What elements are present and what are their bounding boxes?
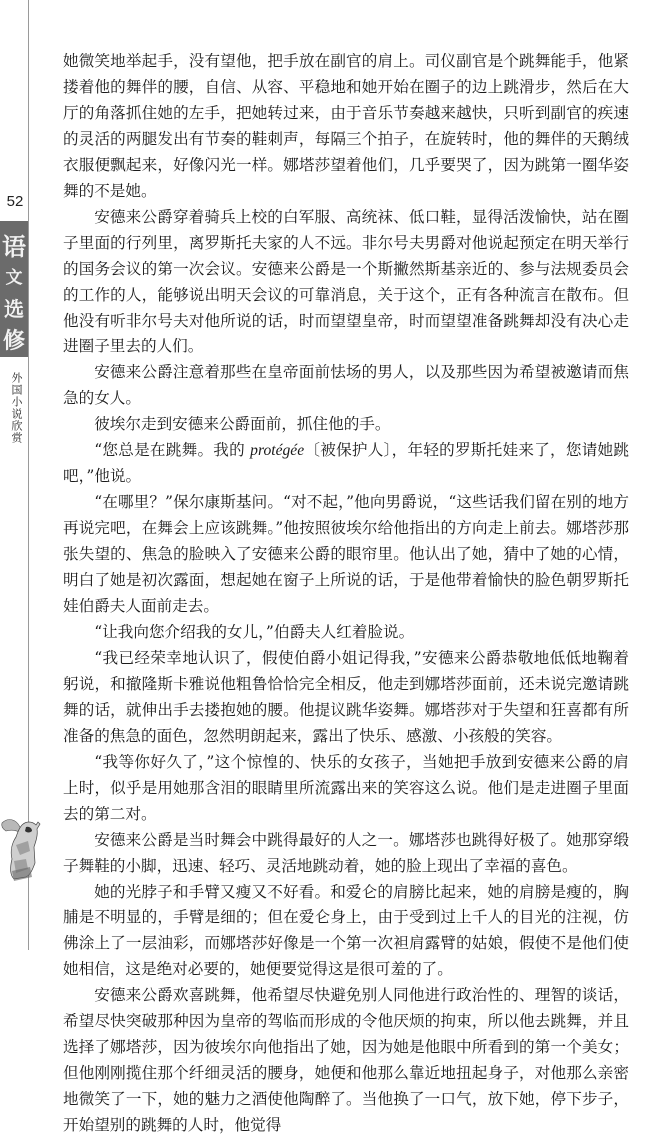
paragraph: 安德来公爵注意着那些在皇帝面前怯场的男人，以及那些因为希望被邀请而焦急的女人。 (63, 363, 629, 408)
page-margin-line (28, 0, 29, 950)
tab-char-xuan: 选 (4, 297, 24, 321)
paragraph: 安德来公爵穿着骑兵上校的白军服、高统袜、低口鞋，显得活泼愉快，站在圈子里面的行列里，离罗斯托夫家的人不远。非尔号夫男爵对他说起预定在明天举行的国务会议的第一次会议。安德来公爵是一个斯撇然斯基亲近的、参与法规委员会的工作的人，能够说出明天会议的可靠消息，关于这个，正有各种流言在散布。但他没有听非尔号夫对他所说的话，时而望望皇帝，时而望望准备跳舞却没有决心走进圈子里去的人们。 (63, 207, 629, 356)
text-run: 〔被保护人〕，年轻的罗斯托娃来了，您请她跳吧，”他说。 (63, 441, 629, 486)
paragraph: 她微笑地举起手，没有望他，把手放在副官的肩上。司仪副官是个跳舞能手，他紧搂着他的舞伴的腰，自信、从容、平稳地和她开始在圈子的边上跳滑步，然后在大厅的角落抓住她的左手，把她转过来，由于音乐节奏越来越快，只听到副官的疾速的灵活的两腿发出有节奏的鞋刺声，每隔三个拍子，在旋转时，他的舞伴的天鹅绒衣服便飘起来，好像闪光一样。娜塔莎望着他们，几乎要哭了，因为跳第一圈华姿舞的不是她。 (63, 52, 629, 200)
tab-char-wen: 文 (5, 268, 23, 288)
paragraph: “让我向您介绍我的女儿，”伯爵夫人红着脸说。 (94, 622, 415, 641)
series-title: 外国小说欣赏 (10, 372, 23, 444)
paragraph (63, 438, 629, 490)
paragraph: “在哪里？”保尔康斯基问。“对不起，”他向男爵说，“这些话我们留在别的地方再说完吧，在舞会上应该跳舞。”他按照彼埃尔给他指出的方向走上前去。娜塔莎那张失望的、焦急的脸映入了安德来公爵的眼帘里。他认出了她，猜中了她的心情，明白了她是初次露面，想起她在窗子上所说的话，于是他带着愉快的脸色朝罗斯托娃伯爵夫人面前走去。 (63, 493, 629, 616)
paragraph: “我等你好久了，”这个惊惶的、快乐的女孩子，当她把手放到安德来公爵的肩上时，似乎是用她那含泪的眼睛里所流露出来的笑容这么说。他们是走进圈子里面去的第二对。 (63, 752, 629, 823)
body-text (63, 49, 629, 1139)
paragraph: 安德来公爵是当时舞会中跳得最好的人之一。娜塔莎也跳得好极了。她那穿缎子舞鞋的小脚，迅速、轻巧、灵活地跳动着，她的脸上现出了幸福的喜色。 (63, 830, 629, 875)
angel-statue-icon (0, 815, 42, 885)
paragraph: 安德来公爵欢喜跳舞，他希望尽快避免别人同他进行政治性的、理智的谈话，希望尽快突破那种因为皇帝的驾临而形成的令他厌烦的拘束，所以他去跳舞，并且选择了娜塔莎，因为彼埃尔向他指出了她，因为她是他眼中所看到的第一个美女；但他刚刚揽住那个纤细灵活的腰身，她便和他那么靠近地扭起身子，对他那么亲密地微笑了一下，她的魅力之酒使他陶醉了。当他换了一口气，放下她，停下步子，开始望别的跳舞的人时，他觉得 (63, 986, 629, 1135)
paragraph: 她的光脖子和手臂又瘦又不好看。和爱仑的肩膀比起来，她的肩膀是瘦的，胸脯是不明显的，手臂是细的；但在爱仑身上，由于受到过上千人的目光的注视，仿佛涂上了一层油彩，而娜塔莎好像是一个第一次袒肩露臂的姑娘，假使不是他们使她相信，这是绝对必要的，她便要觉得这是很可羞的了。 (63, 882, 629, 979)
foreign-term: protégée (250, 442, 305, 460)
section-tab (0, 221, 28, 357)
paragraph: “我已经荣幸地认识了，假使伯爵小姐记得我，”安德来公爵恭敬地低低地鞠着躬说，和撤隆斯卡雅说他粗鲁恰恰完全相反，他走到娜塔莎面前，还未说完邀请跳舞的话，就伸出手去搂抱她的腰。他提议跳华姿舞。娜塔莎对于失望和狂喜都有所准备的焦急的面色，忽然明朗起来，露出了快乐、感激、小孩般的笑容。 (63, 648, 629, 745)
paragraph: 彼埃尔走到安德来公爵面前，抓住他的手。 (94, 415, 391, 434)
tab-char-yu: 语 (2, 232, 26, 261)
page-number: 52 (6, 193, 24, 210)
tab-char-xiu: 修 (2, 328, 25, 354)
text-run: “您总是在跳舞。我的 (94, 441, 251, 460)
